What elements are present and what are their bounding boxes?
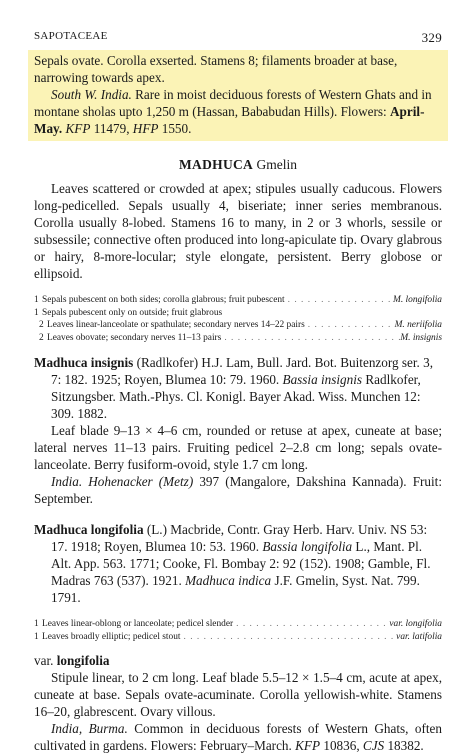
key-couplet: 2 Leaves obovate; secondary nerves 11–13 pairs . . . M. insignis xyxy=(34,332,442,345)
distribution-region: South W. India. xyxy=(51,87,132,102)
family-name: SAPOTACEAE xyxy=(34,30,108,42)
species-citation: Madhuca longifolia (L.) Macbride, Contr. Gray Herb. Harv. Univ. NS 53: 17. 1918; Royen, Blumea 10: 53. 1960. Bassia longifolia L., Mant. Pl. Alt. App. 563. 1771; Cooke, Fl. Bombay 2: 92 (152). 1908; Gamble, Fl. Madras 763 (537). 1921. Madhuca indica J.F. Gmelin, Syst. Nat. 799. 1791. xyxy=(34,522,431,605)
species-distribution: India. Hohenacker (Metz) 397 (Mangalore, Dakshina Kannada). Fruit: September. xyxy=(34,474,443,506)
species-name: Madhuca insignis xyxy=(34,355,134,370)
variety-key xyxy=(34,618,442,643)
genus-heading xyxy=(34,157,442,173)
genus-description: Leaves scattered or crowded at apex; stipules usually caducous. Flowers long-pedicelled. Sepals usually 4, biseriate; inner series membranous. Corolla usually 8-lobed. Stamens 16 to many, in 2 or 3 whorls, sessile or subsessile; connective often produced into long-apiculate tip. Ovary glabrous or hairy, 8-more-locular; style elongate, persistent. Berry globose or ellipsoid. xyxy=(34,181,442,281)
synonym: Bassia insignis xyxy=(282,372,363,387)
key-couplet: 1 Sepals pubescent on both sides; corolla glabrous; fruit pubescent . . . M. longifolia xyxy=(34,294,442,307)
key-couplet: 1 Sepals pubescent only on outside; fruit glabrous xyxy=(34,307,223,318)
species-entry-longifolia xyxy=(34,521,442,606)
highlight-distribution: South W. India. Rare in moist deciduous forests of Western Ghats and in montane sholas upto 1,250 m (Hassan, Bababudan Hills). Flowers: April-May. KFP 11479, HFP 1550. xyxy=(34,87,432,136)
species-name: Madhuca longifolia xyxy=(34,522,144,537)
species-description: Leaf blade 9–13 × 4–6 cm, rounded or retuse at apex, cuneate at base; lateral nerves 11–13 pairs. Fruiting pedicel 2–2.8 cm long; sepals ovate-lanceolate. Berry fusiform-ovoid, style 1.7 cm long. xyxy=(34,423,442,472)
synonym: Madhuca indica xyxy=(185,573,272,588)
genus-author: Gmelin xyxy=(256,157,297,172)
variety-distribution: India, Burma. Common in deciduous forests of Western Ghats, often cultivated in gardens. Flowers: February–March. KFP 10836, CJS 18382. xyxy=(34,721,442,753)
running-head xyxy=(34,30,442,46)
variety-name: longifolia xyxy=(56,653,110,668)
highlighted-passage xyxy=(28,50,448,141)
key-couplet: 1 Leaves linear-oblong or lanceolate; pedicel slender . . . var. longifolia xyxy=(34,618,442,631)
page xyxy=(34,30,442,754)
key-couplet: 2 Leaves linear-lanceolate or spathulate; secondary nerves 14–22 pairs . . . M. neriifolia xyxy=(34,319,442,332)
variety-heading: var. longifolia xyxy=(34,653,110,668)
page-number: 329 xyxy=(421,30,442,45)
species-entry-insignis xyxy=(34,354,442,507)
key-couplet: 1 Leaves broadly elliptic; pedicel stout . . . var. latifolia xyxy=(34,631,442,644)
variety-description: Stipule linear, to 2 cm long. Leaf blade 5.5–12 × 1.5–4 cm, acute at apex, cuneate at base. Sepals ovate-acuminate. Corolla yellowish-white. Stamens 16–20, glabrescent. Ovary villous. xyxy=(34,670,442,719)
synonym: Bassia longifolia xyxy=(262,539,353,554)
species-citation: Madhuca insignis (Radlkofer) H.J. Lam, Bull. Jard. Bot. Buitenzorg ser. 3, 7: 182. 1925; Royen, Blumea 10: 79. 1960. Bassia insignis Radlkofer, Sitzungsber. Math.-Phys. Cl. Konigl. Bayer Akad. Wiss. Munchen 12: 309. 1882. xyxy=(34,355,434,421)
species-key xyxy=(34,294,442,344)
genus-name: MADHUCA xyxy=(179,157,254,172)
highlight-description: Sepals ovate. Corolla exserted. Stamens 8; filaments broader at base, narrowing towards apex. xyxy=(34,53,398,85)
